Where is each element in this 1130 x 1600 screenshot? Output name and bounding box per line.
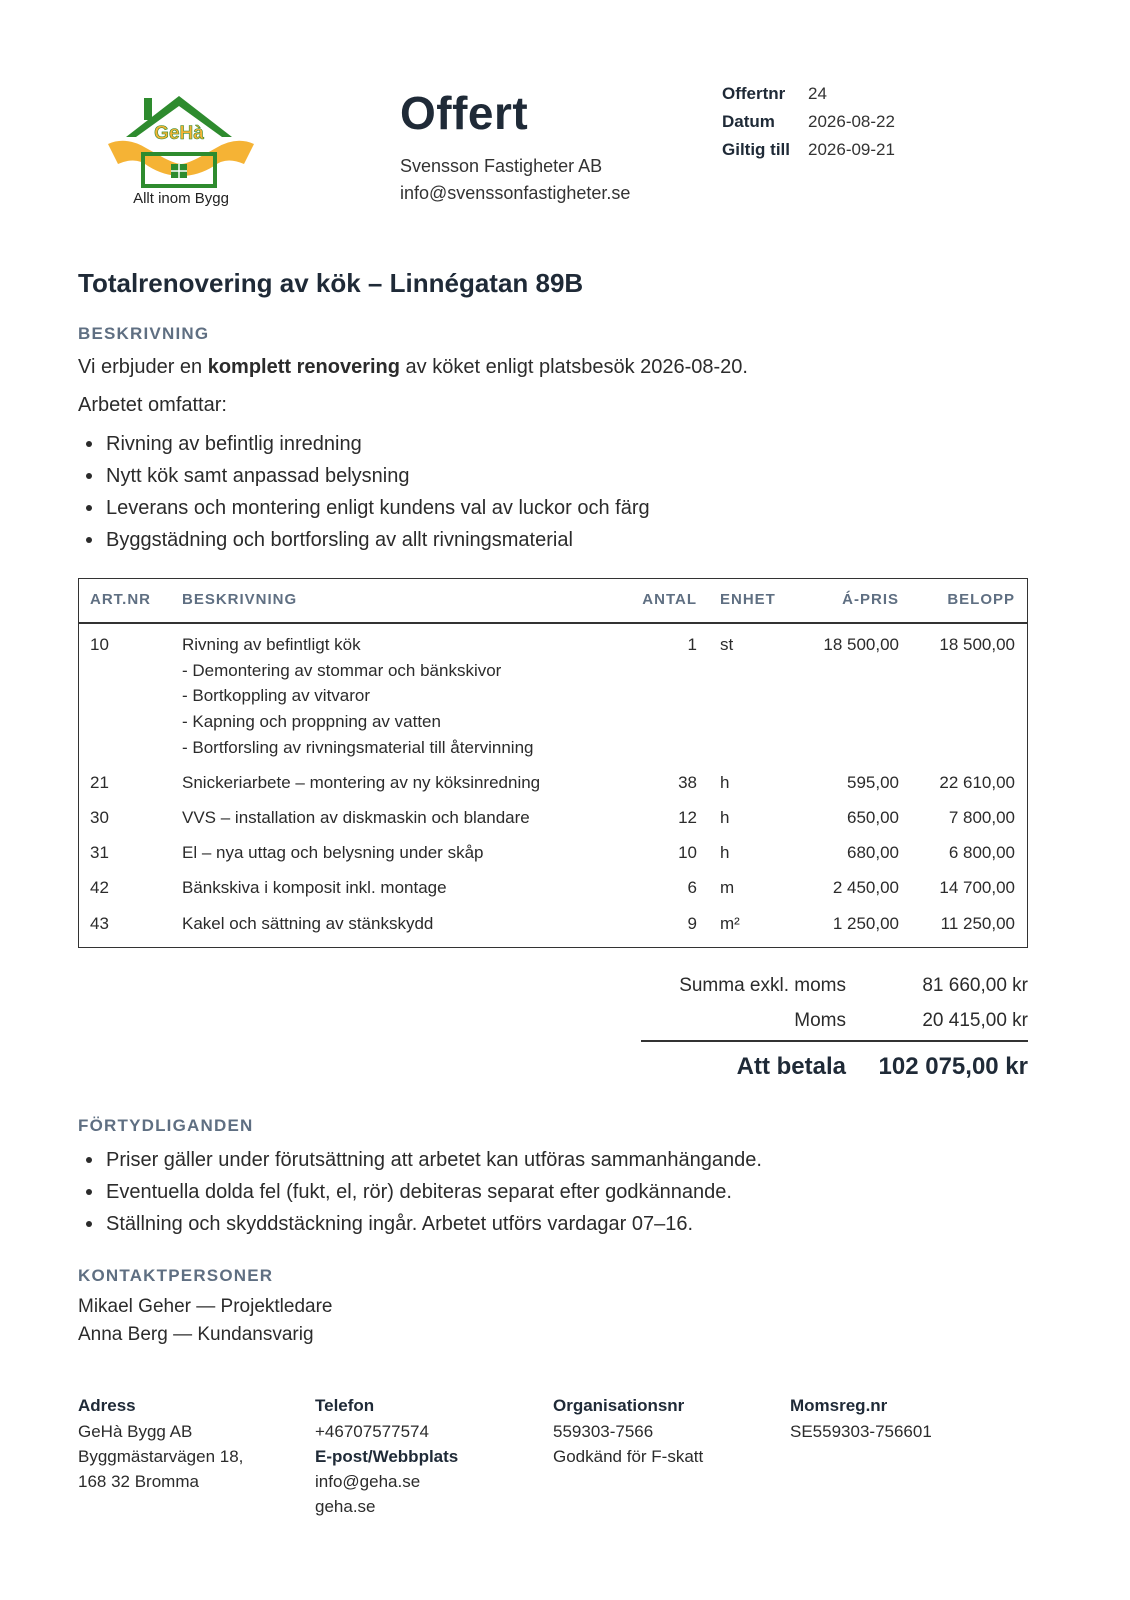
- row-qty: 10: [678, 843, 697, 862]
- list-item: Eventuella dolda fel (fukt, el, rör) debiteras separat efter godkännande.: [78, 1176, 762, 1208]
- row-price: 595,00: [847, 773, 899, 792]
- logo-brand-text: GeHà: [154, 123, 204, 144]
- intro-bold: komplett renovering: [207, 356, 400, 378]
- row-artnr: 43: [90, 914, 109, 933]
- row-description: Bänkskiva i komposit inkl. montage: [182, 878, 447, 897]
- vat-label: Moms: [794, 1010, 846, 1031]
- footer-address: [78, 1396, 243, 1492]
- contacts-section-label: KONTAKTPERSONER: [78, 1266, 274, 1285]
- list-item: Byggstädning och bortforsling av allt rivningsmaterial: [78, 524, 650, 556]
- row-qty: 1: [687, 635, 697, 654]
- row-description: Snickeriarbete – montering av ny köksinredning: [182, 773, 541, 792]
- total-label: Att betala: [736, 1053, 846, 1080]
- row-amount: 6 800,00: [948, 843, 1015, 862]
- row-artnr: 21: [90, 773, 109, 792]
- column-header-price: Á-PRIS: [842, 591, 899, 608]
- phone-number: +46707577574: [315, 1422, 429, 1441]
- row-artnr: 31: [90, 843, 109, 862]
- list-item: Leverans och montering enligt kundens val av luckor och färg: [78, 492, 650, 524]
- scope-list: [78, 428, 650, 556]
- website-link[interactable]: geha.se: [315, 1497, 376, 1516]
- valid-until-value: 2026-09-21: [808, 140, 895, 159]
- vat-reg-number: SE559303-756601: [790, 1422, 932, 1441]
- row-detail: - Bortforsling av rivningsmaterial till återvinning: [182, 738, 534, 757]
- org-number: 559303-7566: [553, 1422, 654, 1441]
- table-row: [79, 914, 1027, 940]
- column-header-description: BESKRIVNING: [182, 591, 298, 608]
- subtotal-label: Summa exkl. moms: [679, 975, 846, 996]
- row-artnr: 10: [90, 635, 109, 654]
- table-row: [79, 808, 1027, 834]
- row-unit: h: [720, 773, 730, 792]
- intro-post: av köket enligt platsbesök 2026-08-20.: [399, 356, 748, 378]
- logo-tagline: Allt inom Bygg: [133, 190, 229, 207]
- row-unit: m²: [720, 914, 740, 933]
- column-header-unit: ENHET: [720, 591, 776, 608]
- row-qty: 6: [687, 878, 697, 897]
- row-unit: h: [720, 843, 730, 862]
- column-header-amount: BELOPP: [947, 591, 1015, 608]
- org-label: Organisationsnr: [553, 1396, 685, 1415]
- list-item: Rivning av befintlig inredning: [78, 428, 650, 460]
- description-section-label: BESKRIVNING: [78, 324, 210, 343]
- row-amount: 7 800,00: [948, 808, 1015, 827]
- contact-person: Anna Berg — Kundansvarig: [78, 1324, 314, 1345]
- table-row: [79, 635, 1027, 765]
- row-qty: 38: [678, 773, 697, 792]
- footer-org: [553, 1396, 703, 1467]
- row-artnr: 30: [90, 808, 109, 827]
- project-title: Totalrenovering av kök – Linnégatan 89B: [78, 268, 584, 298]
- offer-number-label: Offertnr: [722, 84, 786, 103]
- address-line: Byggmästarvägen 18,: [78, 1447, 244, 1466]
- footer-vat: [790, 1396, 932, 1442]
- items-table: [78, 578, 1028, 948]
- row-amount: 11 250,00: [940, 914, 1015, 933]
- row-amount: 18 500,00: [939, 635, 1015, 654]
- f-tax-note: Godkänd för F-skatt: [553, 1447, 704, 1466]
- column-header-qty: ANTAL: [642, 591, 697, 608]
- row-detail: - Bortkoppling av vitvaror: [182, 686, 371, 705]
- row-description: VVS – installation av diskmaskin och blandare: [182, 808, 530, 827]
- valid-until-label: Giltig till: [722, 140, 790, 159]
- row-qty: 9: [687, 914, 697, 933]
- date-label: Datum: [722, 112, 775, 131]
- row-unit: h: [720, 808, 730, 827]
- table-header-divider: [79, 622, 1027, 624]
- intro-pre: Vi erbjuder en: [78, 356, 208, 378]
- address-line: GeHà Bygg AB: [78, 1422, 193, 1441]
- row-amount: 14 700,00: [939, 878, 1015, 897]
- row-detail: - Kapning och proppning av vatten: [182, 712, 441, 731]
- date-value: 2026-08-22: [808, 112, 895, 131]
- row-price: 18 500,00: [823, 635, 899, 654]
- contact-person: Mikael Geher — Projektledare: [78, 1296, 333, 1317]
- row-unit: m: [720, 878, 735, 897]
- vat-value: 20 415,00 kr: [922, 1010, 1028, 1031]
- row-price: 2 450,00: [832, 878, 899, 897]
- web-label: E-post/Webbplats: [315, 1447, 459, 1466]
- clarifications-section-label: FÖRTYDLIGANDEN: [78, 1116, 254, 1135]
- subtotal-value: 81 660,00 kr: [922, 975, 1028, 996]
- address-label: Adress: [78, 1396, 136, 1415]
- table-row: [79, 878, 1027, 904]
- scope-intro: Arbetet omfattar:: [78, 394, 227, 416]
- table-row: [79, 843, 1027, 869]
- document-title: Offert: [400, 87, 529, 139]
- row-amount: 22 610,00: [939, 773, 1015, 792]
- offer-number-value: 24: [808, 84, 827, 103]
- row-unit: st: [720, 635, 734, 654]
- phone-label: Telefon: [315, 1396, 375, 1415]
- row-description: El – nya uttag och belysning under skåp: [182, 843, 484, 862]
- list-item: Nytt kök samt anpassad belysning: [78, 460, 650, 492]
- table-row: [79, 773, 1027, 799]
- client-email: info@svenssonfastigheter.se: [400, 183, 631, 203]
- list-item: Priser gäller under förutsättning att arbetet kan utföras sammanhängande.: [78, 1144, 762, 1176]
- footer-contact: [315, 1396, 458, 1517]
- row-price: 650,00: [847, 808, 899, 827]
- intro-paragraph: [78, 356, 748, 379]
- row-price: 1 250,00: [832, 914, 899, 933]
- totals-divider: [641, 1040, 1028, 1042]
- house-hands-logo-icon: [106, 92, 256, 192]
- row-price: 680,00: [847, 843, 899, 862]
- email-link[interactable]: info@geha.se: [315, 1472, 421, 1491]
- clarifications-list: [78, 1144, 762, 1240]
- row-qty: 12: [678, 808, 697, 827]
- address-line: 168 32 Bromma: [78, 1472, 199, 1491]
- row-description: Kakel och sättning av stänkskydd: [182, 914, 434, 933]
- list-item: Ställning och skyddstäckning ingår. Arbetet utförs vardagar 07–16.: [78, 1208, 762, 1240]
- client-name: Svensson Fastigheter AB: [400, 156, 603, 176]
- column-header-artnr: ART.NR: [90, 591, 151, 608]
- vat-reg-label: Momsreg.nr: [790, 1396, 888, 1415]
- row-detail: - Demontering av stommar och bänkskivor: [182, 661, 502, 680]
- row-artnr: 42: [90, 878, 109, 897]
- total-value: 102 075,00 kr: [878, 1053, 1028, 1080]
- row-description: Rivning av befintligt kök: [182, 635, 361, 654]
